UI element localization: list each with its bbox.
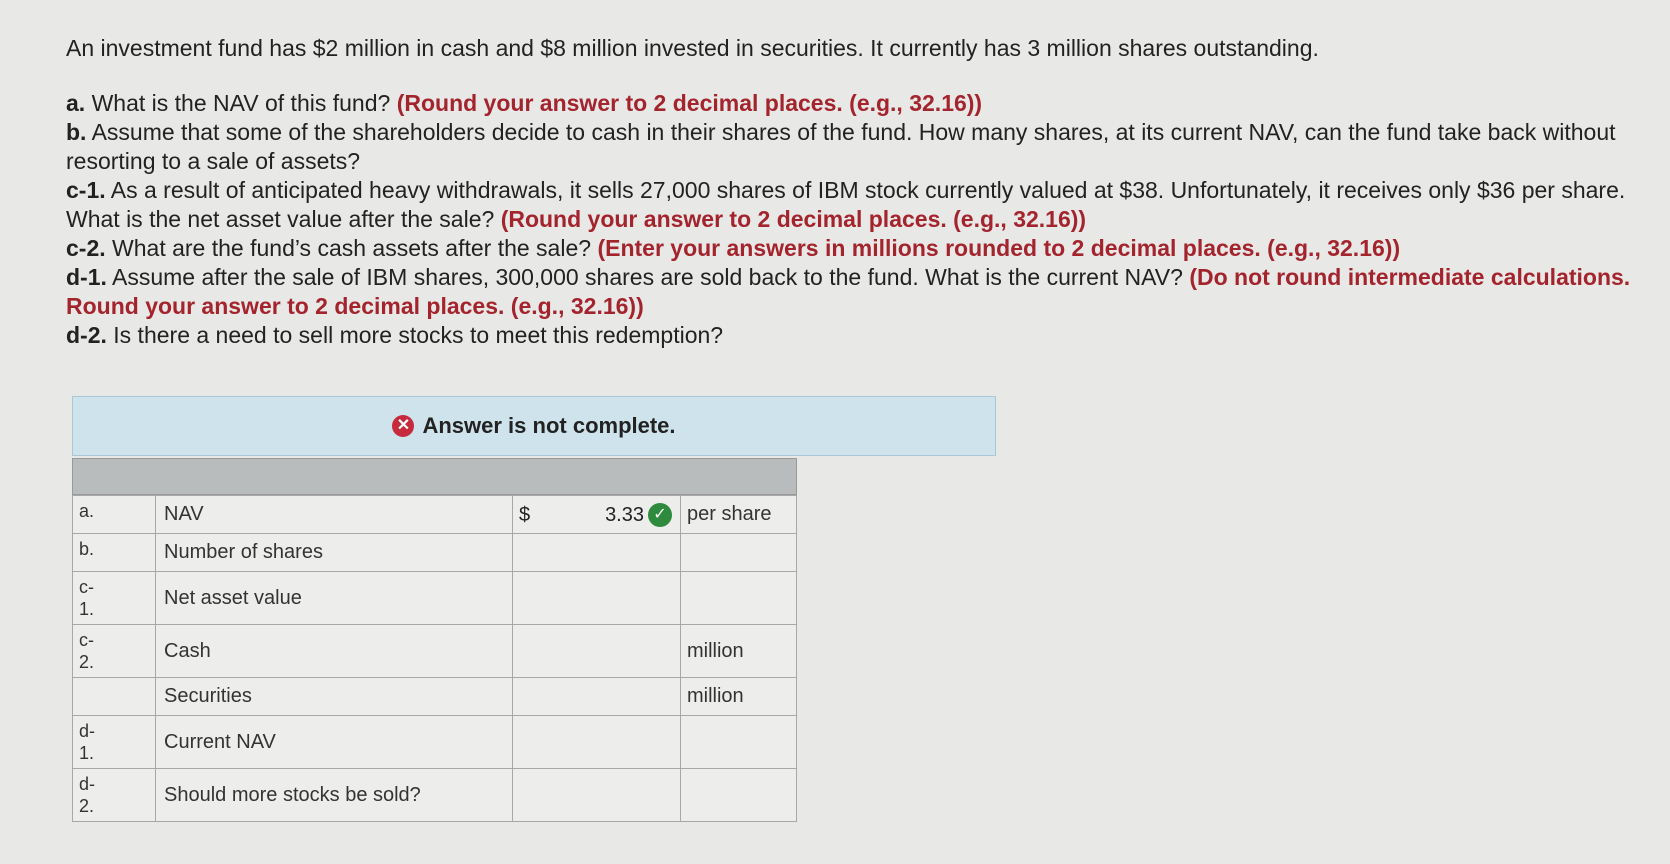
answer-input[interactable] <box>513 572 681 625</box>
row-description: Should more stocks be sold? <box>156 769 513 822</box>
table-row <box>73 678 797 716</box>
answer-status-text: Answer is not complete. <box>422 413 676 438</box>
row-description: Cash <box>156 625 513 678</box>
check-icon: ✓ <box>648 503 672 527</box>
answer-input[interactable] <box>513 534 681 572</box>
table-row <box>73 769 797 822</box>
part-c1: c-1. As a result of anticipated heavy withdrawals, it sells 27,000 shares of IBM stock currently valued at $38. Unfortunately, it receives only $36 per share. What is the net asset value after the sale? (Round your answer to 2 decimal places. (e.g., 32.16)) <box>66 177 1626 232</box>
row-description: Number of shares <box>156 534 513 572</box>
row-unit <box>681 716 797 769</box>
part-a: a. What is the NAV of this fund? (Round your answer to 2 decimal places. (e.g., 32.16)) <box>66 90 983 116</box>
part-b: b. Assume that some of the shareholders decide to cash in their shares of the fund. How many shares, at its current NAV, can the fund take back without resorting to a sale of assets? <box>66 119 1616 174</box>
row-unit: million <box>681 625 797 678</box>
row-label: d- 1. <box>73 716 156 769</box>
row-label: c- 1. <box>73 572 156 625</box>
row-unit: million <box>681 678 797 716</box>
row-unit <box>681 534 797 572</box>
answer-input[interactable] <box>513 678 681 716</box>
answer-status-banner <box>72 396 996 456</box>
table-header <box>72 458 797 495</box>
answer-table <box>72 458 797 822</box>
part-d1: d-1. Assume after the sale of IBM shares, 300,000 shares are sold back to the fund. What is the current NAV? (Do not round intermediate calculations. Round your answer to 2 decimal places. (e.g., 32.16)) <box>66 264 1631 319</box>
row-description: Net asset value <box>156 572 513 625</box>
row-label: d- 2. <box>73 769 156 822</box>
row-label: b. <box>73 534 156 572</box>
row-label <box>73 678 156 716</box>
table-row <box>73 716 797 769</box>
part-d2: d-2. Is there a need to sell more stocks to meet this redemption? <box>66 322 724 348</box>
row-description: Current NAV <box>156 716 513 769</box>
table-row <box>73 496 797 534</box>
row-unit <box>681 769 797 822</box>
table-row <box>73 625 797 678</box>
question-intro: An investment fund has $2 million in cash and $8 million invested in securities. It currently has 3 million shares outstanding. <box>66 35 1319 61</box>
answer-input[interactable] <box>513 625 681 678</box>
row-description: NAV <box>156 496 513 534</box>
part-c2: c-2. What are the fund’s cash assets after the sale? (Enter your answers in millions rounded to 2 decimal places. (e.g., 32.16)) <box>66 235 1401 261</box>
currency-symbol: $ <box>519 504 531 526</box>
answer-input[interactable] <box>513 716 681 769</box>
row-unit <box>681 572 797 625</box>
answer-input[interactable] <box>513 769 681 822</box>
answer-input[interactable] <box>513 496 681 534</box>
table-row <box>73 534 797 572</box>
row-label: a. <box>73 496 156 534</box>
answer-value: 3.33 <box>605 504 644 526</box>
row-description: Securities <box>156 678 513 716</box>
row-unit: per share <box>681 496 797 534</box>
table-row <box>73 572 797 625</box>
question-text <box>66 34 1636 350</box>
x-circle-icon: ✕ <box>392 415 414 437</box>
row-label: c- 2. <box>73 625 156 678</box>
